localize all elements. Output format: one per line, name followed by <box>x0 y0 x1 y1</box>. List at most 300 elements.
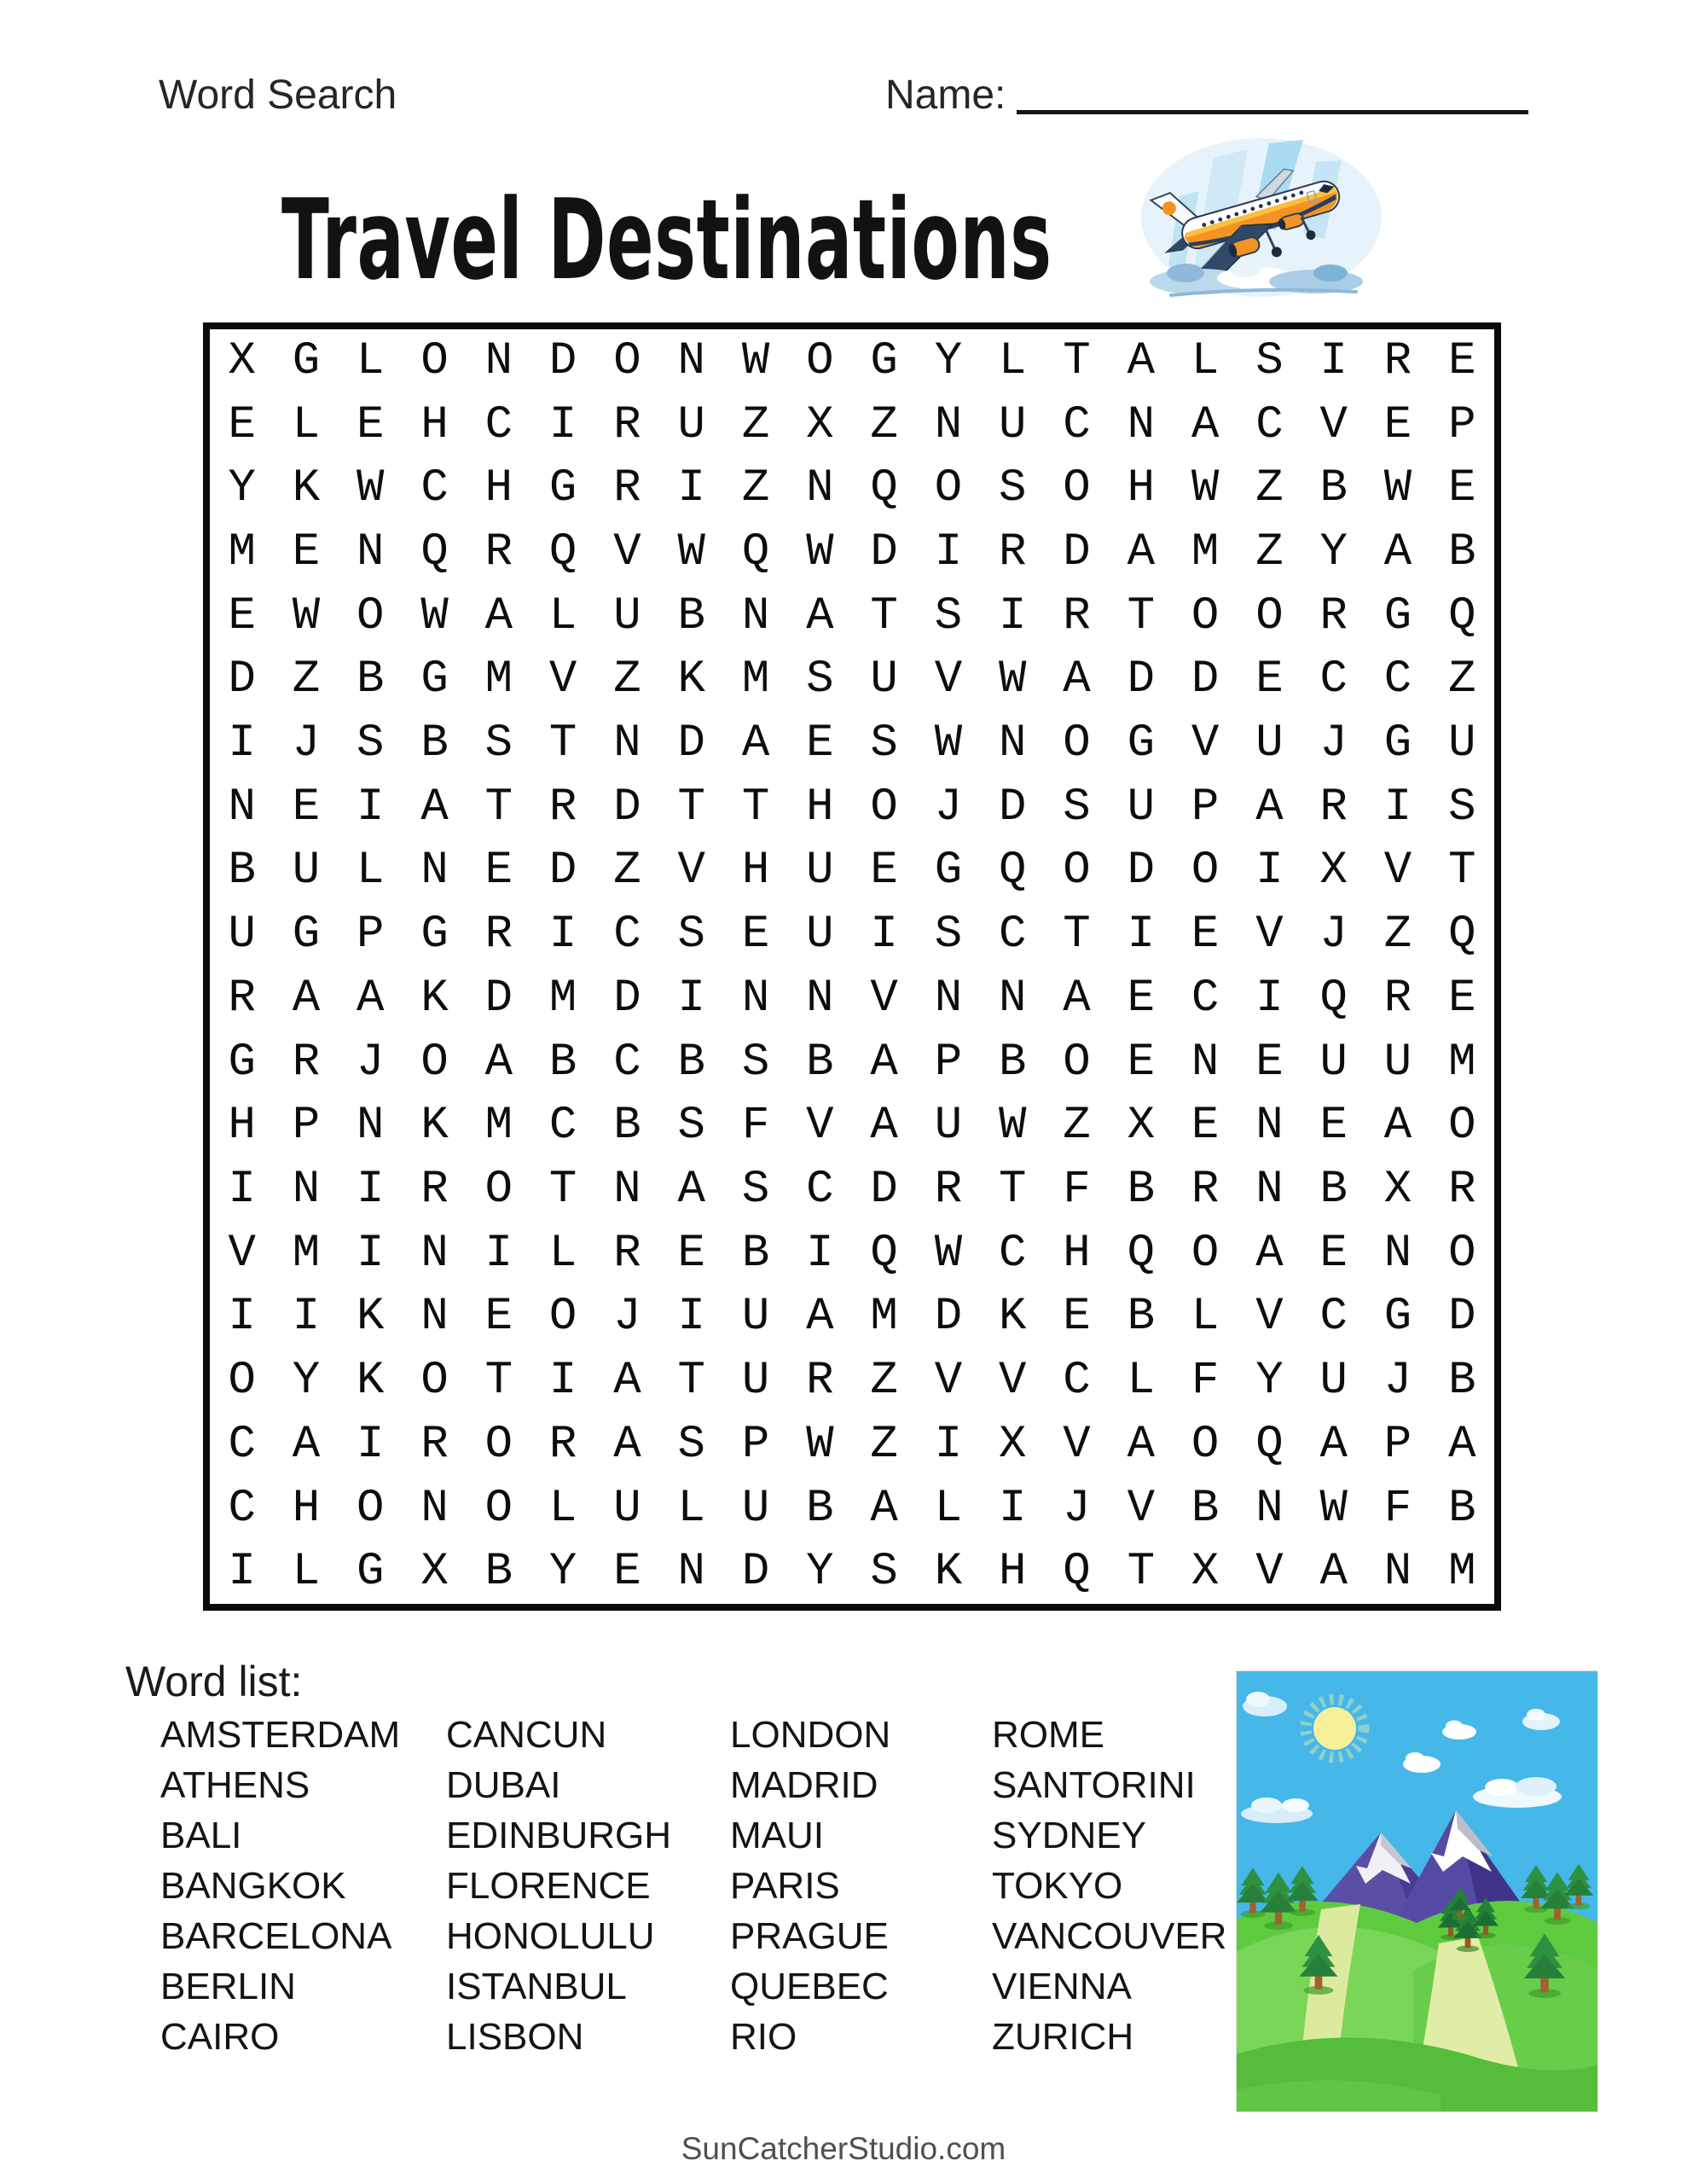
grid-letter-cell: O <box>806 334 834 387</box>
grid-letter-cell: W <box>420 590 449 642</box>
grid-letter-cell: T <box>1127 1546 1155 1599</box>
grid-letter-cell: M <box>548 972 577 1025</box>
grid-letter-cell: U <box>741 1355 770 1408</box>
grid-row <box>210 1031 1494 1095</box>
grid-letter-cell: E <box>613 1546 641 1599</box>
name-label: Name: <box>885 73 1006 118</box>
page-title: Word Search <box>159 73 397 118</box>
grid-letter-cell: N <box>999 717 1027 770</box>
grid-letter-cell: D <box>1448 1291 1476 1344</box>
grid-letter-cell: W <box>357 462 385 515</box>
grid-letter-cell: E <box>1191 1100 1220 1153</box>
grid-letter-cell: I <box>1319 334 1348 387</box>
grid-letter-cell: D <box>870 526 898 578</box>
grid-letter-cell: U <box>741 1291 770 1344</box>
grid-letter-cell: R <box>420 1163 449 1216</box>
grid-letter-cell: S <box>1063 781 1091 834</box>
grid-letter-cell: B <box>357 653 385 706</box>
grid-letter-cell: I <box>357 1418 385 1471</box>
grid-letter-cell: H <box>806 781 834 834</box>
grid-letter-cell: D <box>613 972 641 1025</box>
grid-letter-cell: U <box>613 1482 641 1535</box>
grid-letter-cell: A <box>870 1482 898 1535</box>
grid-row <box>210 329 1494 393</box>
grid-letter-cell: D <box>548 334 577 387</box>
word-list-item: ROME <box>992 1714 1104 1756</box>
grid-letter-cell: S <box>999 462 1027 515</box>
grid-letter-cell: W <box>1191 462 1220 515</box>
grid-letter-cell: D <box>677 717 705 770</box>
grid-letter-cell: I <box>677 462 705 515</box>
grid-letter-cell: V <box>548 653 577 706</box>
grid-row <box>210 1540 1494 1604</box>
grid-letter-cell: V <box>934 653 963 706</box>
grid-letter-cell: O <box>870 781 898 834</box>
grid-letter-cell: Z <box>1383 909 1412 961</box>
grid-letter-cell: R <box>934 1163 963 1216</box>
grid-letter-cell: I <box>934 526 963 578</box>
grid-row <box>210 393 1494 457</box>
grid-letter-cell: D <box>613 781 641 834</box>
grid-letter-cell: R <box>1319 781 1348 834</box>
grid-letter-cell: B <box>1127 1291 1155 1344</box>
grid-letter-cell: B <box>613 1100 641 1153</box>
grid-letter-cell: O <box>1191 1227 1220 1280</box>
grid-letter-cell: H <box>228 1100 256 1153</box>
puzzle-title: Travel Destinations <box>281 175 1052 305</box>
grid-letter-cell: U <box>677 398 705 451</box>
grid-letter-cell: T <box>999 1163 1027 1216</box>
grid-letter-cell: S <box>870 717 898 770</box>
grid-letter-cell: O <box>357 1482 385 1535</box>
grid-letter-cell: A <box>1319 1418 1348 1471</box>
grid-letter-cell: T <box>548 717 577 770</box>
grid-row <box>210 1286 1494 1350</box>
grid-letter-cell: G <box>1127 717 1155 770</box>
grid-letter-cell: V <box>677 845 705 897</box>
grid-letter-cell: C <box>1255 398 1284 451</box>
grid-letter-cell: B <box>484 1546 513 1599</box>
grid-letter-cell: S <box>677 1418 705 1471</box>
grid-letter-cell: B <box>806 1482 834 1535</box>
grid-letter-cell: N <box>420 845 449 897</box>
word-list-item: SYDNEY <box>992 1815 1146 1856</box>
grid-letter-cell: Y <box>1319 526 1348 578</box>
grid-letter-cell: J <box>1319 909 1348 961</box>
grid-letter-cell: P <box>1383 1418 1412 1471</box>
grid-letter-cell: U <box>1319 1355 1348 1408</box>
grid-row <box>210 1222 1494 1286</box>
word-list-item: AMSTERDAM <box>160 1714 401 1756</box>
grid-letter-cell: R <box>292 1036 321 1089</box>
grid-letter-cell: D <box>1127 845 1155 897</box>
grid-letter-cell: B <box>806 1036 834 1089</box>
grid-letter-cell: A <box>1127 1418 1155 1471</box>
grid-letter-cell: D <box>999 781 1027 834</box>
grid-letter-cell: D <box>1191 653 1220 706</box>
grid-letter-cell: C <box>228 1482 256 1535</box>
grid-letter-cell: N <box>1383 1227 1412 1280</box>
grid-letter-cell: X <box>1191 1546 1220 1599</box>
grid-letter-cell: Z <box>1063 1100 1091 1153</box>
grid-letter-cell: U <box>228 909 256 961</box>
grid-letter-cell: P <box>741 1418 770 1471</box>
grid-letter-cell: J <box>357 1036 385 1089</box>
grid-letter-cell: Q <box>1255 1418 1284 1471</box>
grid-letter-cell: V <box>806 1100 834 1153</box>
word-list-item: PRAGUE <box>730 1915 889 1957</box>
grid-letter-cell: W <box>677 526 705 578</box>
word-list-item: MAUI <box>730 1815 824 1856</box>
grid-letter-cell: E <box>741 909 770 961</box>
grid-letter-cell: I <box>228 1546 256 1599</box>
grid-letter-cell: U <box>1255 717 1284 770</box>
grid-letter-cell: Q <box>1448 909 1476 961</box>
grid-letter-cell: L <box>1127 1355 1155 1408</box>
grid-letter-cell: N <box>741 590 770 642</box>
grid-letter-cell: T <box>484 1355 513 1408</box>
grid-letter-cell: V <box>1319 398 1348 451</box>
grid-letter-cell: J <box>613 1291 641 1344</box>
grid-letter-cell: N <box>934 398 963 451</box>
grid-letter-cell: I <box>484 1227 513 1280</box>
grid-letter-cell: U <box>870 653 898 706</box>
grid-letter-cell: C <box>613 909 641 961</box>
airplane-illustration <box>1133 128 1390 307</box>
grid-letter-cell: K <box>420 1100 449 1153</box>
grid-letter-cell: W <box>999 1100 1027 1153</box>
grid-letter-cell: U <box>613 590 641 642</box>
grid-letter-cell: S <box>677 1100 705 1153</box>
word-list-item: LISBON <box>446 2016 584 2058</box>
grid-row <box>210 712 1494 775</box>
grid-letter-cell: X <box>999 1418 1027 1471</box>
grid-letter-cell: A <box>1383 526 1412 578</box>
grid-letter-cell: V <box>870 972 898 1025</box>
grid-letter-cell: S <box>357 717 385 770</box>
word-list-item: PARIS <box>730 1865 840 1907</box>
grid-letter-cell: O <box>1063 717 1091 770</box>
grid-letter-cell: U <box>1383 1036 1412 1089</box>
grid-letter-cell: O <box>1063 462 1091 515</box>
grid-row <box>210 839 1494 903</box>
grid-letter-cell: S <box>870 1546 898 1599</box>
grid-letter-cell: I <box>1255 972 1284 1025</box>
word-list-item: ZURICH <box>992 2016 1134 2058</box>
grid-letter-cell: O <box>1191 845 1220 897</box>
grid-letter-cell: T <box>741 781 770 834</box>
grid-letter-cell: I <box>357 781 385 834</box>
grid-letter-cell: N <box>1255 1482 1284 1535</box>
grid-letter-cell: W <box>806 526 834 578</box>
grid-letter-cell: A <box>677 1163 705 1216</box>
grid-letter-cell: B <box>1319 1163 1348 1216</box>
grid-letter-cell: J <box>1319 717 1348 770</box>
word-list-item: QUEBEC <box>730 1966 889 2007</box>
grid-row <box>210 584 1494 648</box>
grid-letter-cell: A <box>292 972 321 1025</box>
grid-letter-cell: S <box>1448 781 1476 834</box>
grid-letter-cell: E <box>228 590 256 642</box>
grid-letter-cell: N <box>1255 1100 1284 1153</box>
grid-letter-cell: W <box>934 717 963 770</box>
grid-letter-cell: N <box>1255 1163 1284 1216</box>
grid-letter-cell: E <box>1063 1291 1091 1344</box>
grid-letter-cell: Z <box>613 653 641 706</box>
grid-letter-cell: Q <box>420 526 449 578</box>
grid-letter-cell: V <box>934 1355 963 1408</box>
grid-row <box>210 1094 1494 1158</box>
grid-letter-cell: T <box>1063 909 1091 961</box>
grid-letter-cell: W <box>1383 462 1412 515</box>
grid-letter-cell: B <box>1448 526 1476 578</box>
grid-letter-cell: T <box>1448 845 1476 897</box>
grid-letter-cell: W <box>999 653 1027 706</box>
word-list-item: DUBAI <box>446 1764 561 1806</box>
word-list-item: BALI <box>160 1815 242 1856</box>
grid-letter-cell: Q <box>870 1227 898 1280</box>
grid-letter-cell: U <box>934 1100 963 1153</box>
grid-letter-cell: L <box>548 590 577 642</box>
grid-letter-cell: R <box>1191 1163 1220 1216</box>
grid-letter-cell: E <box>1319 1227 1348 1280</box>
grid-letter-cell: L <box>292 398 321 451</box>
grid-letter-cell: R <box>420 1418 449 1471</box>
grid-letter-cell: L <box>548 1482 577 1535</box>
word-list-item: ATHENS <box>160 1764 310 1806</box>
grid-letter-cell: N <box>613 1163 641 1216</box>
grid-letter-cell: Q <box>548 526 577 578</box>
grid-letter-cell: V <box>1383 845 1412 897</box>
grid-letter-cell: Z <box>870 1355 898 1408</box>
grid-letter-cell: I <box>999 590 1027 642</box>
grid-letter-cell: R <box>613 462 641 515</box>
grid-row <box>210 456 1494 520</box>
grid-letter-cell: E <box>1255 653 1284 706</box>
grid-letter-cell: B <box>1448 1355 1476 1408</box>
grid-letter-cell: P <box>292 1100 321 1153</box>
word-grid <box>203 322 1501 1611</box>
grid-letter-cell: R <box>548 781 577 834</box>
grid-letter-cell: Z <box>870 1418 898 1471</box>
grid-letter-cell: X <box>1383 1163 1412 1216</box>
grid-letter-cell: J <box>1383 1355 1412 1408</box>
grid-letter-cell: A <box>1383 1100 1412 1153</box>
grid-letter-cell: E <box>1191 909 1220 961</box>
grid-letter-cell: L <box>999 334 1027 387</box>
grid-letter-cell: M <box>1448 1036 1476 1089</box>
grid-letter-cell: I <box>1127 909 1155 961</box>
grid-letter-cell: O <box>548 1291 577 1344</box>
grid-letter-cell: M <box>484 1100 513 1153</box>
grid-letter-cell: D <box>1127 653 1155 706</box>
grid-letter-cell: O <box>357 590 385 642</box>
grid-letter-cell: G <box>292 909 321 961</box>
word-list-item: LONDON <box>730 1714 891 1756</box>
grid-letter-cell: W <box>934 1227 963 1280</box>
grid-letter-cell: H <box>292 1482 321 1535</box>
grid-letter-cell: B <box>548 1036 577 1089</box>
grid-letter-cell: W <box>1319 1482 1348 1535</box>
grid-letter-cell: R <box>228 972 256 1025</box>
grid-letter-cell: V <box>228 1227 256 1280</box>
grid-letter-cell: U <box>292 845 321 897</box>
word-list-item: BANGKOK <box>160 1865 346 1907</box>
grid-letter-cell: R <box>548 1418 577 1471</box>
grid-letter-cell: C <box>806 1163 834 1216</box>
grid-letter-cell: F <box>1191 1355 1220 1408</box>
grid-letter-cell: C <box>1319 1291 1348 1344</box>
word-list-label: Word list: <box>125 1658 303 1705</box>
grid-letter-cell: N <box>677 334 705 387</box>
grid-letter-cell: B <box>420 717 449 770</box>
grid-letter-cell: N <box>420 1291 449 1344</box>
grid-letter-cell: O <box>613 334 641 387</box>
grid-letter-cell: V <box>1255 909 1284 961</box>
grid-letter-cell: I <box>292 1291 321 1344</box>
grid-letter-cell: U <box>806 845 834 897</box>
grid-letter-cell: I <box>1383 781 1412 834</box>
grid-letter-cell: E <box>357 398 385 451</box>
grid-letter-cell: S <box>806 653 834 706</box>
grid-letter-cell: K <box>292 462 321 515</box>
grid-letter-cell: G <box>292 334 321 387</box>
grid-letter-cell: G <box>1383 717 1412 770</box>
grid-letter-cell: E <box>484 1291 513 1344</box>
grid-letter-cell: O <box>1063 845 1091 897</box>
grid-letter-cell: A <box>357 972 385 1025</box>
grid-letter-cell: A <box>420 781 449 834</box>
grid-letter-cell: I <box>934 1418 963 1471</box>
grid-letter-cell: G <box>357 1546 385 1599</box>
grid-letter-cell: Y <box>1255 1355 1284 1408</box>
grid-letter-cell: N <box>806 972 834 1025</box>
grid-letter-cell: A <box>870 1100 898 1153</box>
grid-letter-cell: W <box>806 1418 834 1471</box>
grid-letter-cell: O <box>420 1355 449 1408</box>
grid-letter-cell: A <box>292 1418 321 1471</box>
grid-letter-cell: U <box>1448 717 1476 770</box>
grid-letter-cell: R <box>613 398 641 451</box>
grid-letter-cell: N <box>357 1100 385 1153</box>
word-list-item: ISTANBUL <box>446 1966 627 2007</box>
grid-letter-cell: R <box>1383 334 1412 387</box>
grid-letter-cell: O <box>1448 1227 1476 1280</box>
word-list-item: VIENNA <box>992 1966 1132 2007</box>
word-list-item: CAIRO <box>160 2016 280 2058</box>
grid-letter-cell: H <box>484 462 513 515</box>
grid-letter-cell: H <box>741 845 770 897</box>
grid-letter-cell: N <box>1191 1036 1220 1089</box>
grid-letter-cell: N <box>999 972 1027 1025</box>
grid-letter-cell: S <box>741 1163 770 1216</box>
grid-letter-cell: C <box>1319 653 1348 706</box>
word-list-column <box>160 1710 400 2062</box>
grid-letter-cell: N <box>420 1227 449 1280</box>
grid-letter-cell: M <box>1191 526 1220 578</box>
grid-letter-cell: E <box>806 717 834 770</box>
grid-row <box>210 1349 1494 1413</box>
grid-letter-cell: S <box>1255 334 1284 387</box>
grid-letter-cell: A <box>1191 398 1220 451</box>
grid-letter-cell: V <box>1191 717 1220 770</box>
grid-letter-cell: V <box>1255 1546 1284 1599</box>
grid-letter-cell: C <box>1191 972 1220 1025</box>
grid-letter-cell: F <box>741 1100 770 1153</box>
grid-letter-cell: M <box>870 1291 898 1344</box>
grid-letter-cell: P <box>934 1036 963 1089</box>
name-blank-line[interactable] <box>1017 75 1528 114</box>
grid-letter-cell: K <box>357 1355 385 1408</box>
grid-letter-cell: D <box>934 1291 963 1344</box>
grid-letter-cell: T <box>1127 590 1155 642</box>
grid-letter-cell: M <box>1448 1546 1476 1599</box>
grid-letter-cell: K <box>934 1546 963 1599</box>
grid-letter-cell: C <box>999 1227 1027 1280</box>
grid-letter-cell: Z <box>613 845 641 897</box>
grid-letter-cell: H <box>420 398 449 451</box>
grid-letter-cell: S <box>484 717 513 770</box>
grid-row <box>210 775 1494 839</box>
grid-letter-cell: S <box>934 909 963 961</box>
grid-letter-cell: G <box>870 334 898 387</box>
grid-letter-cell: I <box>228 717 256 770</box>
grid-letter-cell: A <box>870 1036 898 1089</box>
grid-letter-cell: O <box>1191 1418 1220 1471</box>
grid-letter-cell: Z <box>1448 653 1476 706</box>
grid-letter-cell: C <box>548 1100 577 1153</box>
grid-letter-cell: U <box>1127 781 1155 834</box>
grid-letter-cell: Z <box>1255 526 1284 578</box>
word-list-item: MADRID <box>730 1764 878 1806</box>
grid-letter-cell: E <box>1127 1036 1155 1089</box>
grid-letter-cell: I <box>357 1163 385 1216</box>
grid-letter-cell: R <box>806 1355 834 1408</box>
grid-letter-cell: O <box>484 1482 513 1535</box>
grid-letter-cell: G <box>420 909 449 961</box>
grid-letter-cell: R <box>613 1227 641 1280</box>
grid-letter-cell: C <box>613 1036 641 1089</box>
grid-letter-cell: C <box>1063 398 1091 451</box>
grid-letter-cell: F <box>1383 1482 1412 1535</box>
grid-letter-cell: T <box>677 781 705 834</box>
grid-letter-cell: X <box>420 1546 449 1599</box>
grid-letter-cell: G <box>420 653 449 706</box>
grid-row <box>210 967 1494 1031</box>
grid-letter-cell: L <box>548 1227 577 1280</box>
grid-letter-cell: P <box>357 909 385 961</box>
grid-letter-cell: V <box>1255 1291 1284 1344</box>
grid-letter-cell: V <box>613 526 641 578</box>
grid-letter-cell: J <box>934 781 963 834</box>
grid-letter-cell: A <box>1255 781 1284 834</box>
grid-letter-cell: I <box>677 972 705 1025</box>
grid-letter-cell: Y <box>292 1355 321 1408</box>
grid-letter-cell: L <box>357 845 385 897</box>
grid-letter-cell: I <box>548 909 577 961</box>
grid-letter-cell: B <box>677 1036 705 1089</box>
grid-letter-cell: O <box>420 1036 449 1089</box>
grid-letter-cell: P <box>1448 398 1476 451</box>
grid-letter-cell: L <box>292 1546 321 1599</box>
grid-letter-cell: O <box>484 1418 513 1471</box>
mountain-landscape-illustration <box>1236 1670 1598 2112</box>
grid-letter-cell: W <box>292 590 321 642</box>
word-list-column <box>992 1710 1226 2062</box>
grid-letter-cell: P <box>1191 781 1220 834</box>
word-list-item: VANCOUVER <box>992 1915 1227 1957</box>
grid-letter-cell: A <box>1063 653 1091 706</box>
